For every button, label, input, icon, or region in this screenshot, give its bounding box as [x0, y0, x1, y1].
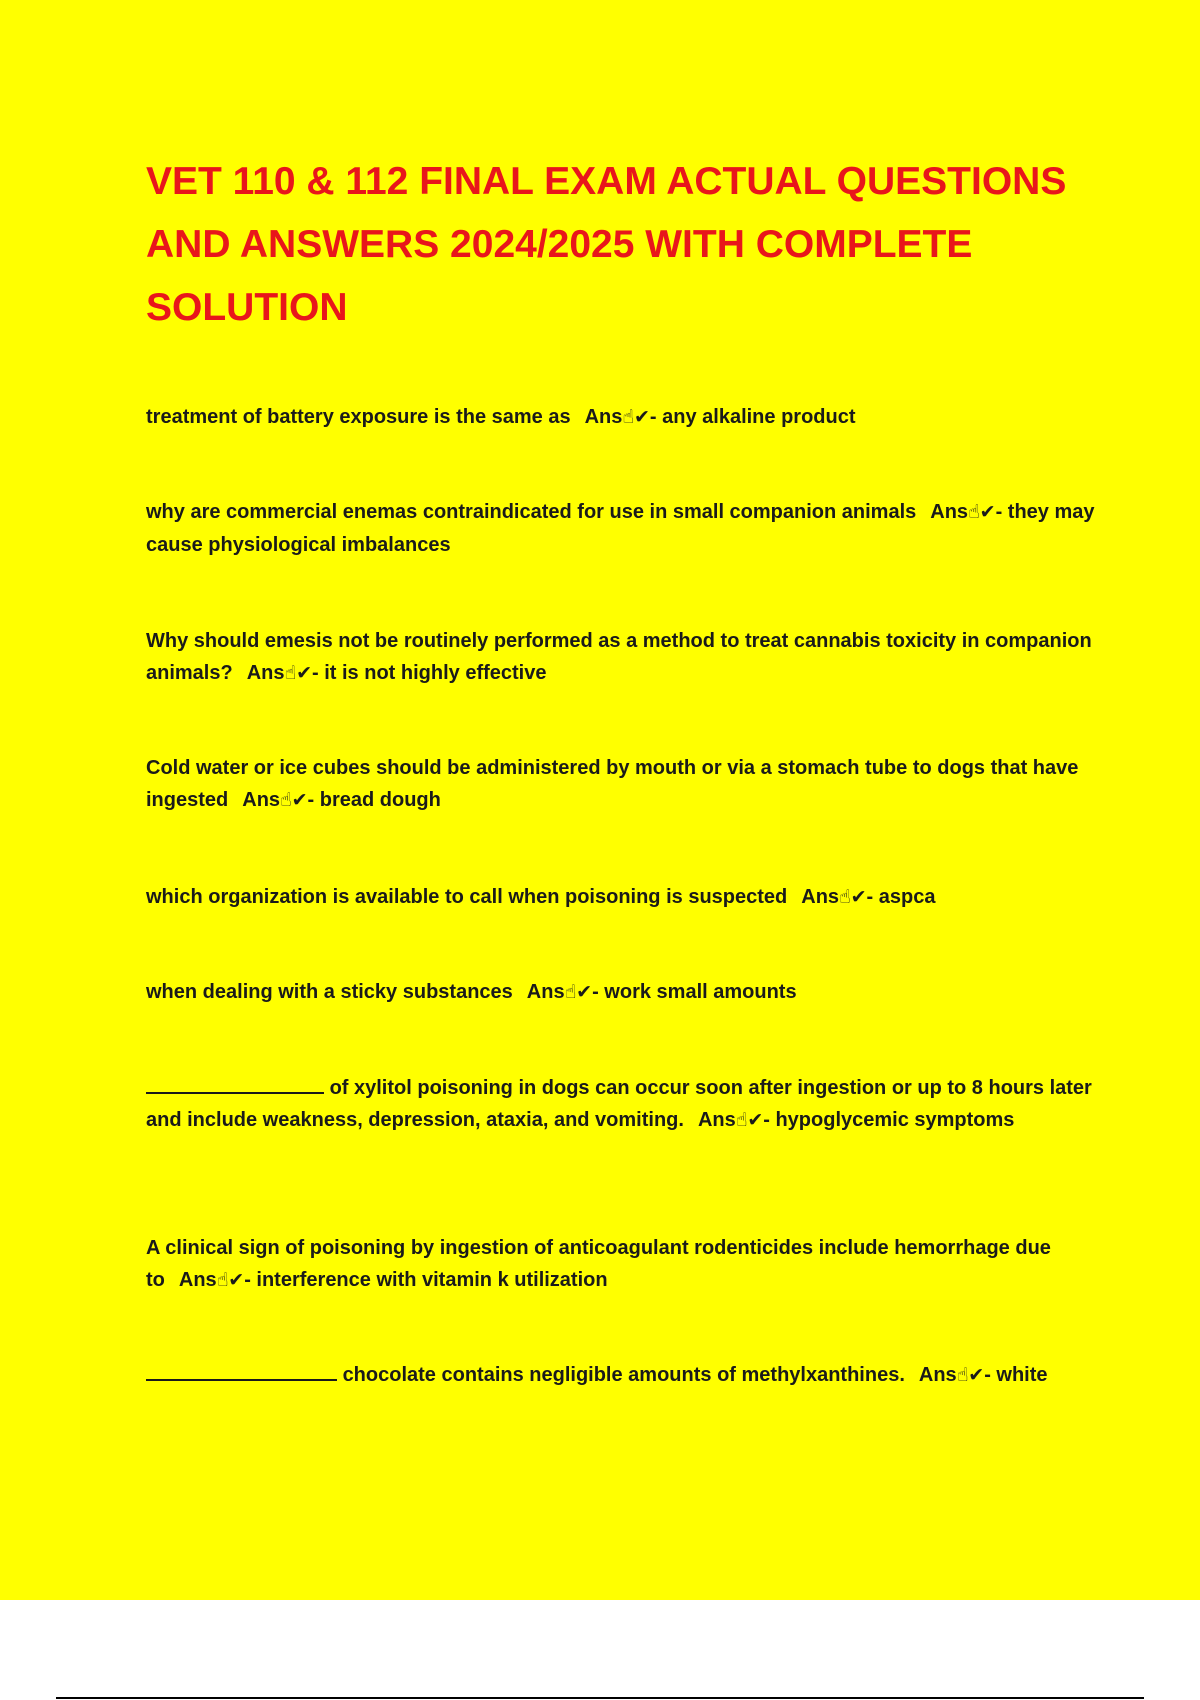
answer-text: white: [996, 1364, 1048, 1386]
answer-label: Ans: [584, 406, 623, 428]
answer-label: Ans: [801, 886, 840, 908]
question-text: Why should emesis not be routinely performed as a method to treat cannabis toxicity in companion animals?: [146, 630, 1092, 684]
answer-separator: -: [649, 406, 663, 428]
answer-label: Ans: [697, 1109, 736, 1131]
qa-item-2: [146, 496, 1096, 561]
answer-label: Ans: [918, 1364, 957, 1386]
question-text: A clinical sign of poisoning by ingestion of anticoagulant rodenticides include hemorrhage due to: [146, 1237, 1051, 1291]
document-title: VET 110 & 112 FINAL EXAM ACTUAL QUESTIONS AND ANSWERS 2024/2025 WITH COMPLETE SOLUTION: [146, 160, 1067, 329]
answer-text: aspca: [878, 886, 936, 908]
qa-item-3: [146, 625, 1096, 690]
qa-item-7: [146, 1072, 1096, 1137]
question-text: treatment of battery exposure is the same as: [146, 406, 571, 428]
answer-text: any alkaline product: [662, 406, 856, 428]
pointing-check-icon: ☝✔: [216, 1270, 245, 1291]
answer-text: hypoglycemic symptoms: [775, 1109, 1015, 1131]
qa-item-6: [146, 976, 1096, 1009]
qa-item-4: [146, 752, 1096, 817]
fill-in-blank: [146, 1359, 337, 1381]
answer-text: work small amounts: [604, 981, 797, 1003]
pointing-check-icon: ☝✔: [564, 982, 593, 1003]
question-text: of xylitol poisoning in dogs can occur soon after ingestion or up to 8 hours later and include weakness, depression, ataxia, and vomiting.: [146, 1077, 1092, 1131]
answer-separator: -: [866, 886, 879, 908]
qa-item-8: [146, 1232, 1096, 1297]
answer-separator: -: [592, 981, 605, 1003]
answer-label: Ans: [246, 662, 285, 684]
answer-text: it is not highly effective: [324, 662, 547, 684]
footer-divider: [56, 1697, 1144, 1699]
pointing-check-icon: ☝✔: [735, 1110, 764, 1131]
pointing-check-icon: ☝✔: [284, 663, 312, 684]
question-text: why are commercial enemas contraindicated for use in small companion animals: [146, 501, 917, 523]
answer-text: bread dough: [319, 789, 441, 811]
answer-label: Ans: [178, 1269, 217, 1291]
answer-label: Ans: [242, 789, 281, 811]
question-text: when dealing with a sticky substances: [146, 981, 513, 1003]
answer-separator: -: [763, 1109, 776, 1131]
answer-text: interference with vitamin k utilization: [256, 1269, 608, 1291]
answer-separator: -: [984, 1364, 997, 1386]
qa-item-9: [146, 1359, 1096, 1392]
answer-label: Ans: [930, 501, 969, 523]
question-text: chocolate contains negligible amounts of methylxanthines.: [342, 1364, 905, 1386]
pointing-check-icon: ☝✔: [956, 1365, 985, 1386]
pointing-check-icon: ☝✔: [280, 790, 308, 811]
answer-separator: -: [312, 662, 325, 684]
pointing-check-icon: ☝✔: [968, 502, 996, 523]
answer-label: Ans: [526, 981, 565, 1003]
qa-item-5: [146, 881, 1096, 914]
answer-separator: -: [995, 501, 1008, 523]
answer-text: they may cause physiological imbalances: [146, 501, 1095, 556]
question-text: which organization is available to call when poisoning is suspected: [146, 886, 788, 908]
fill-in-blank: [146, 1072, 324, 1094]
question-text: Cold water or ice cubes should be administered by mouth or via a stomach tube to dogs that have ingested: [146, 757, 1079, 811]
pointing-check-icon: ☝✔: [622, 407, 650, 428]
qa-item-1: [146, 401, 1096, 434]
pointing-check-icon: ☝✔: [839, 887, 867, 908]
answer-separator: -: [307, 789, 320, 811]
answer-separator: -: [244, 1269, 257, 1291]
